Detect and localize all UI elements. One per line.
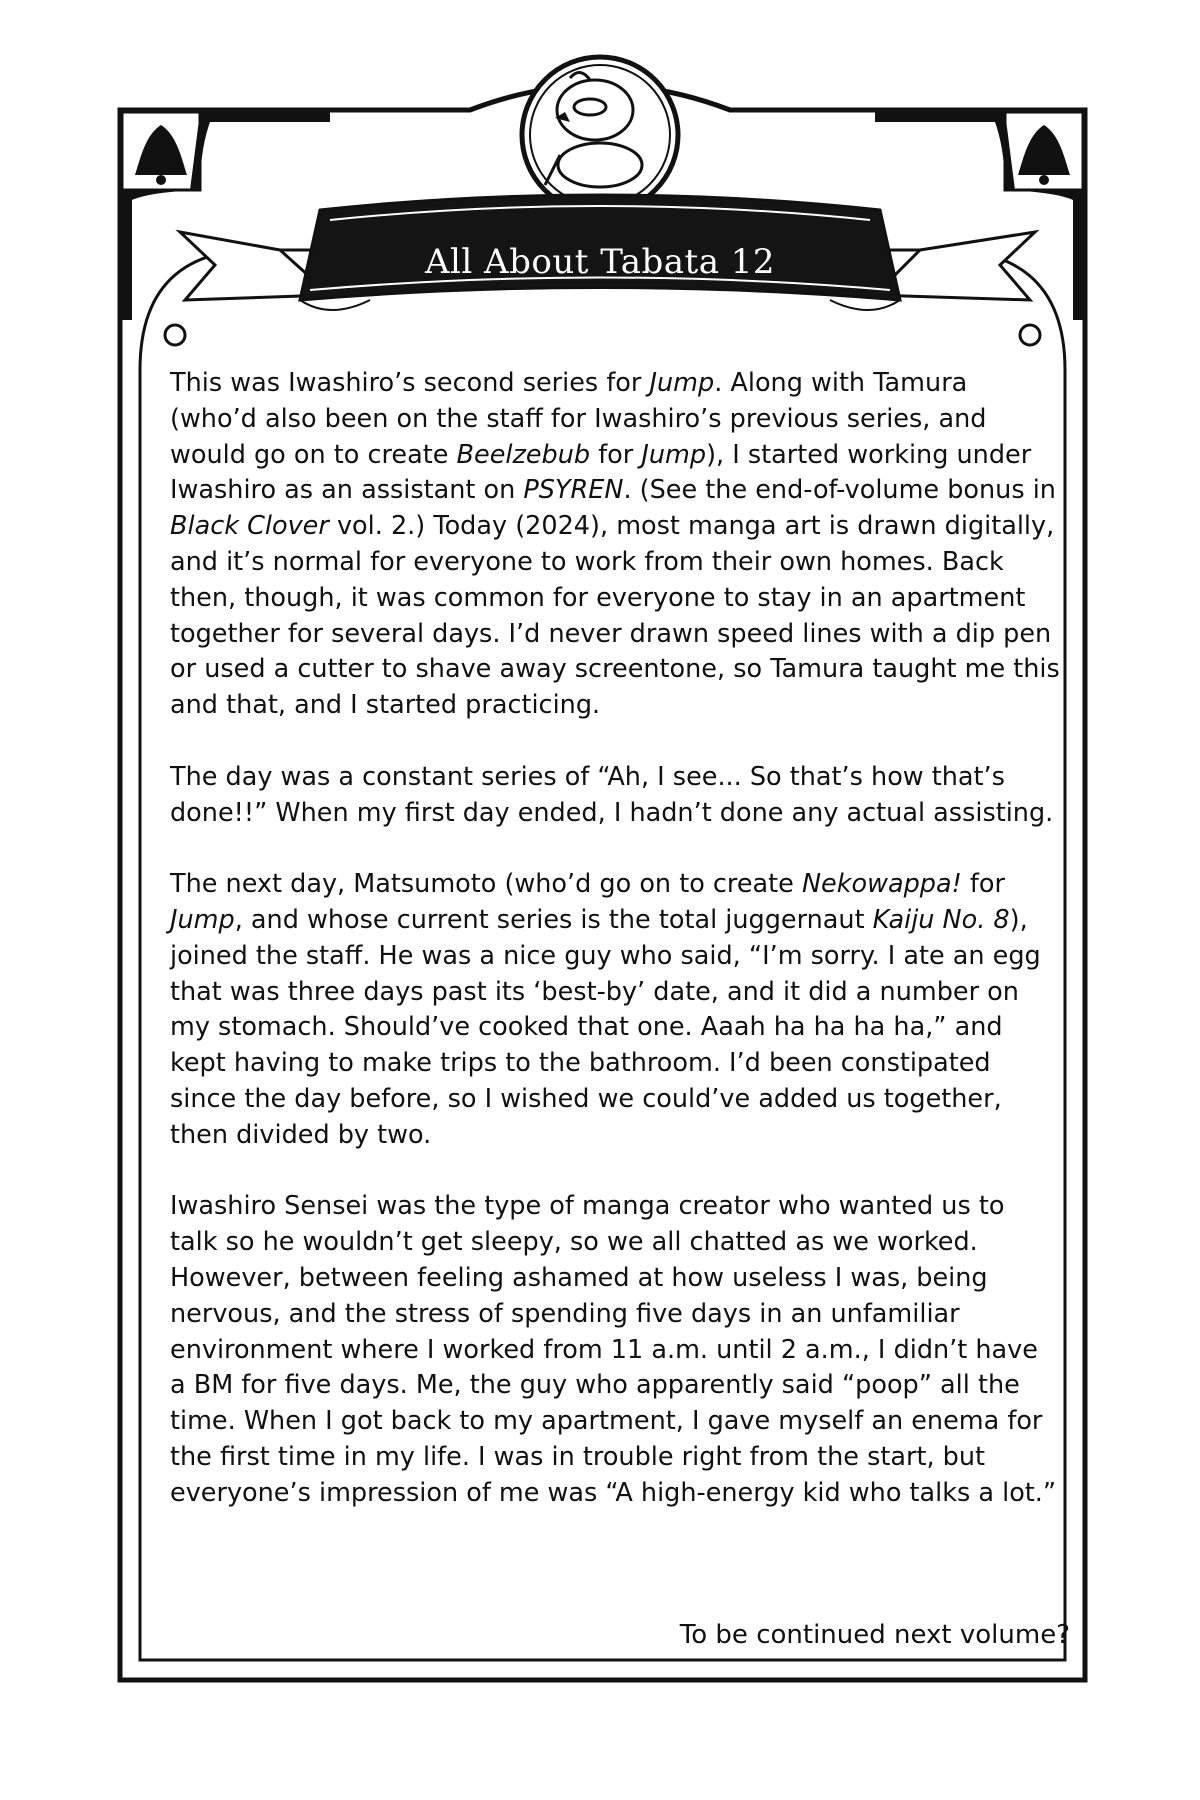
- page-title: All About Tabata 12: [424, 242, 776, 282]
- italic-title-text: Jump: [170, 904, 235, 935]
- duck-mascot-icon: [522, 57, 678, 213]
- paragraph: [170, 760, 1060, 832]
- text-run: Iwashiro Sensei was the type of manga creator who wanted us to talk so he wouldn’t get sleepy, so we all chatted as we worked. However, between feeling ashamed at how useless I was, being nervous, and the stress of spending five days in an unfamiliar environment where I worked from 11 a.m. until 2 a.m., I didn’t have a BM for five days. Me, the guy who apparently said “poop” all the time. When I got back to my apartment, I gave myself an enema for the first time in my life. I was in trouble right from the start, but everyone’s impression of me was “A high-energy kid who talks a lot.”: [170, 1191, 1057, 1508]
- document-body: [170, 366, 1060, 1512]
- text-run: ), joined the staff. He was a nice guy who said, “I’m sorry. I ate an egg that was three days past its ‘best-by’ date, and it did a number on my stomach. Should’ve cooked that one. Aaah ha ha ha ha,” and kept having to make trips to the bathroom. I’d been constipated since the day before, so I wished we could’ve added us together, then divided by two.: [170, 904, 1041, 1150]
- italic-title-text: Jump: [641, 439, 707, 470]
- text-run: . (See the end-of-volume bonus in: [623, 475, 1056, 506]
- italic-title-text: Black Clover: [170, 511, 329, 542]
- paragraph: [170, 867, 1060, 1153]
- text-run: , and whose current series is the total juggernaut: [234, 904, 873, 935]
- text-run: for: [961, 869, 1005, 900]
- paragraph: [170, 366, 1060, 724]
- text-run: This was Iwashiro’s second series for: [170, 368, 650, 398]
- text-run: vol. 2.) Today (2024), most manga art is drawn digitally, and it’s normal for everyone to work from their own homes. Back then, though, it was common for everyone to stay in an apartment together for several days. I’d never drawn speed lines with a dip pen or used a cutter to shave away screentone, so Tamura taught me this and that, and I started practicing.: [170, 511, 1060, 721]
- italic-title-text: Kaiju No. 8: [872, 904, 1010, 935]
- paragraph: [170, 1189, 1060, 1511]
- text-run: . Along with Tamura (who’d also been on the staff for Iwashiro’s previous series, and would go on to create: [170, 368, 987, 470]
- italic-title-text: Beelzebub: [456, 439, 591, 470]
- italic-title-text: PSYREN: [523, 475, 624, 506]
- closing-note: To be continued next volume?: [679, 1620, 1070, 1650]
- text-run: ), I started working under Iwashiro as an assistant on: [170, 439, 1032, 506]
- text-run: for: [590, 439, 642, 470]
- italic-title-text: Nekowappa!: [801, 869, 962, 900]
- text-run: The day was a constant series of “Ah, I see... So that’s how that’s done!!” When my first day ended, I hadn’t done any actual assisting.: [170, 761, 1054, 828]
- text-run: The next day, Matsumoto (who’d go on to create: [170, 869, 802, 900]
- italic-title-text: Jump: [649, 368, 715, 398]
